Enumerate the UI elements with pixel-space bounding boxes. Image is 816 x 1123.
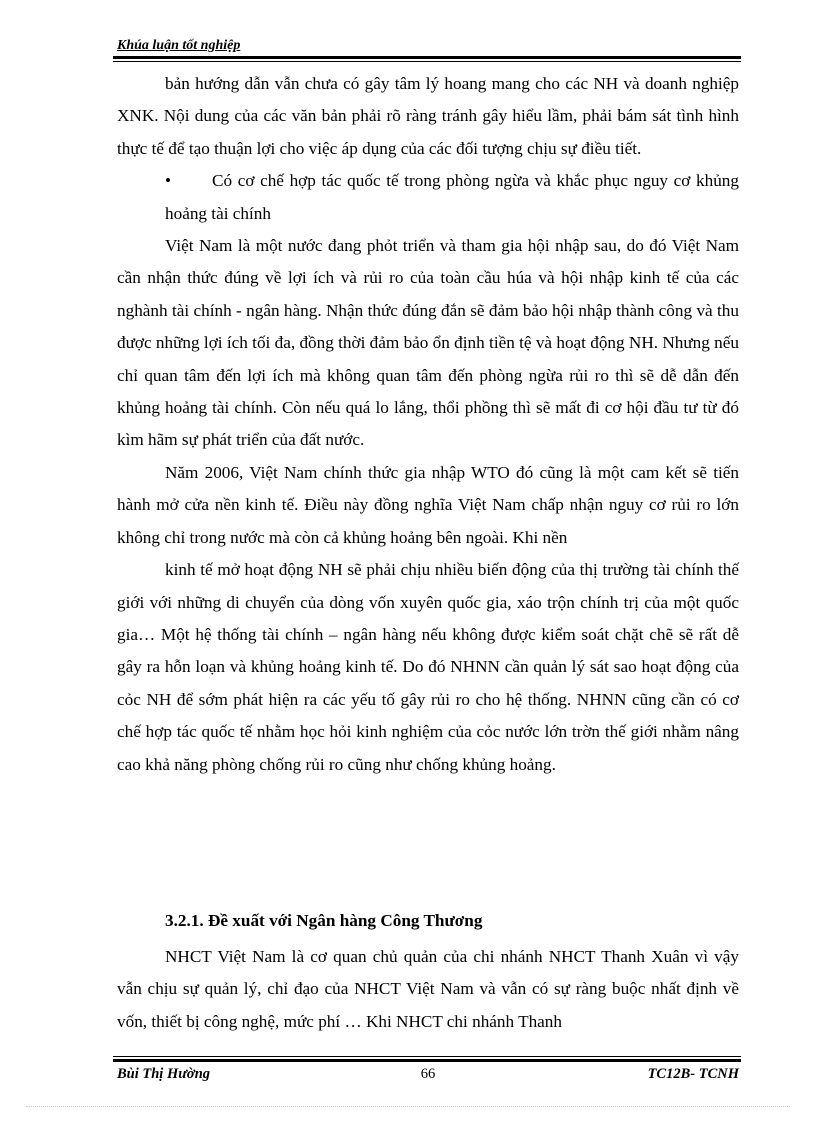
- footer-class-code: TC12B- TCNH: [647, 1066, 739, 1082]
- section-body: [117, 941, 739, 1038]
- paragraph: Năm 2006, Việt Nam chính thức gia nhập WTO đó cũng là một cam kết sẽ tiến hành mở cửa nền kinh tế. Điều này đồng nghĩa Việt Nam chấp nhận nguy cơ rủi ro lớn không chỉ trong nước mà còn cả khủng hoảng bên ngoài. Khi nền: [117, 462, 739, 547]
- body-text: [117, 68, 739, 781]
- header-title: Khúa luận tốt nghiệp: [117, 38, 241, 53]
- bullet-item: [117, 165, 739, 230]
- paragraph: NHCT Việt Nam là cơ quan chủ quản của chi nhánh NHCT Thanh Xuân vì vậy vẫn chịu sự quản lý, chỉ đạo của NHCT Việt Nam và vẫn có sự ràng buộc nhất định về vốn, thiết bị công nghệ, mức phí … Khi NHCT chi nhánh Thanh: [117, 947, 739, 1031]
- paragraph: Việt Nam là một nước đang phỏt triển và tham gia hội nhập sau, do đó Việt Nam cần nhận thức đúng về lợi ích và rủi ro của toàn cầu húa và hội nhập kinh tế của các nghành tài chính - ngân hàng. Nhận thức đúng đắn sẽ đảm bảo hội nhập thành công và thu được những lợi ích tối đa, đồng thời đảm bảo ổn định tiền tệ và hoạt động NH. Nhưng nếu chỉ quan tâm đến lợi ích mà không quan tâm đến phòng ngừa rủi ro thì sẽ dễ dẫn đến khủng hoảng tài chính. Còn nếu quá lo lắng, thổi phồng thì sẽ mất đi cơ hội đầu tư từ đó kìm hãm sự phát triển của đất nước.: [117, 236, 739, 450]
- paragraph: kinh tế mở hoạt động NH sẽ phải chịu nhiều biến động của thị trường tài chính thế giới với những di chuyển của dòng vốn xuyên quốc gia, xáo trộn chính trị của một quốc gia… Một hệ thống tài chính – ngân hàng nếu không được kiểm soát chặt chẽ sẽ rất dễ gây ra hỗn loạn và khủng hoảng kinh tế. Do đó NHNN cần quản lý sát sao hoạt động của cỏc NH để sớm phát hiện ra các yếu tố gây rủi ro cho hệ thống. NHNN cũng cần có cơ chế hợp tác quốc tế nhằm học hỏi kinh nghiệm của cỏc nước lớn trờn thế giới nhằm nâng cao khả năng phòng chống rủi ro cũng như chống khủng hoảng.: [117, 560, 739, 774]
- section-heading: 3.2.1. Đề xuất với Ngân hàng Công Thương: [165, 911, 483, 930]
- footer-author: Bùi Thị Hường: [117, 1066, 211, 1082]
- footer-rule-thick: [113, 1059, 741, 1062]
- footer-rule-thin: [113, 1056, 741, 1057]
- bullet-icon: •: [165, 171, 172, 191]
- page-edge-divider: [26, 1106, 790, 1107]
- bullet-text: Có cơ chế hợp tác quốc tế trong phòng ngừa và khắc phục nguy cơ khủng hoảng tài chính: [165, 171, 739, 223]
- header-rule-thick: [113, 56, 741, 59]
- header-rule-thin: [113, 61, 741, 62]
- footer: [117, 1066, 739, 1086]
- paragraph: bản hướng dẫn vẫn chưa có gây tâm lý hoang mang cho các NH và doanh nghiệp XNK. Nội dung của các văn bản phải rõ ràng tránh gây hiểu lầm, phải bám sát tình hình thực tế để tạo thuận lợi cho việc áp dụng của các đối tượng chịu sự điều tiết.: [117, 74, 739, 158]
- page-number: 66: [420, 1066, 436, 1082]
